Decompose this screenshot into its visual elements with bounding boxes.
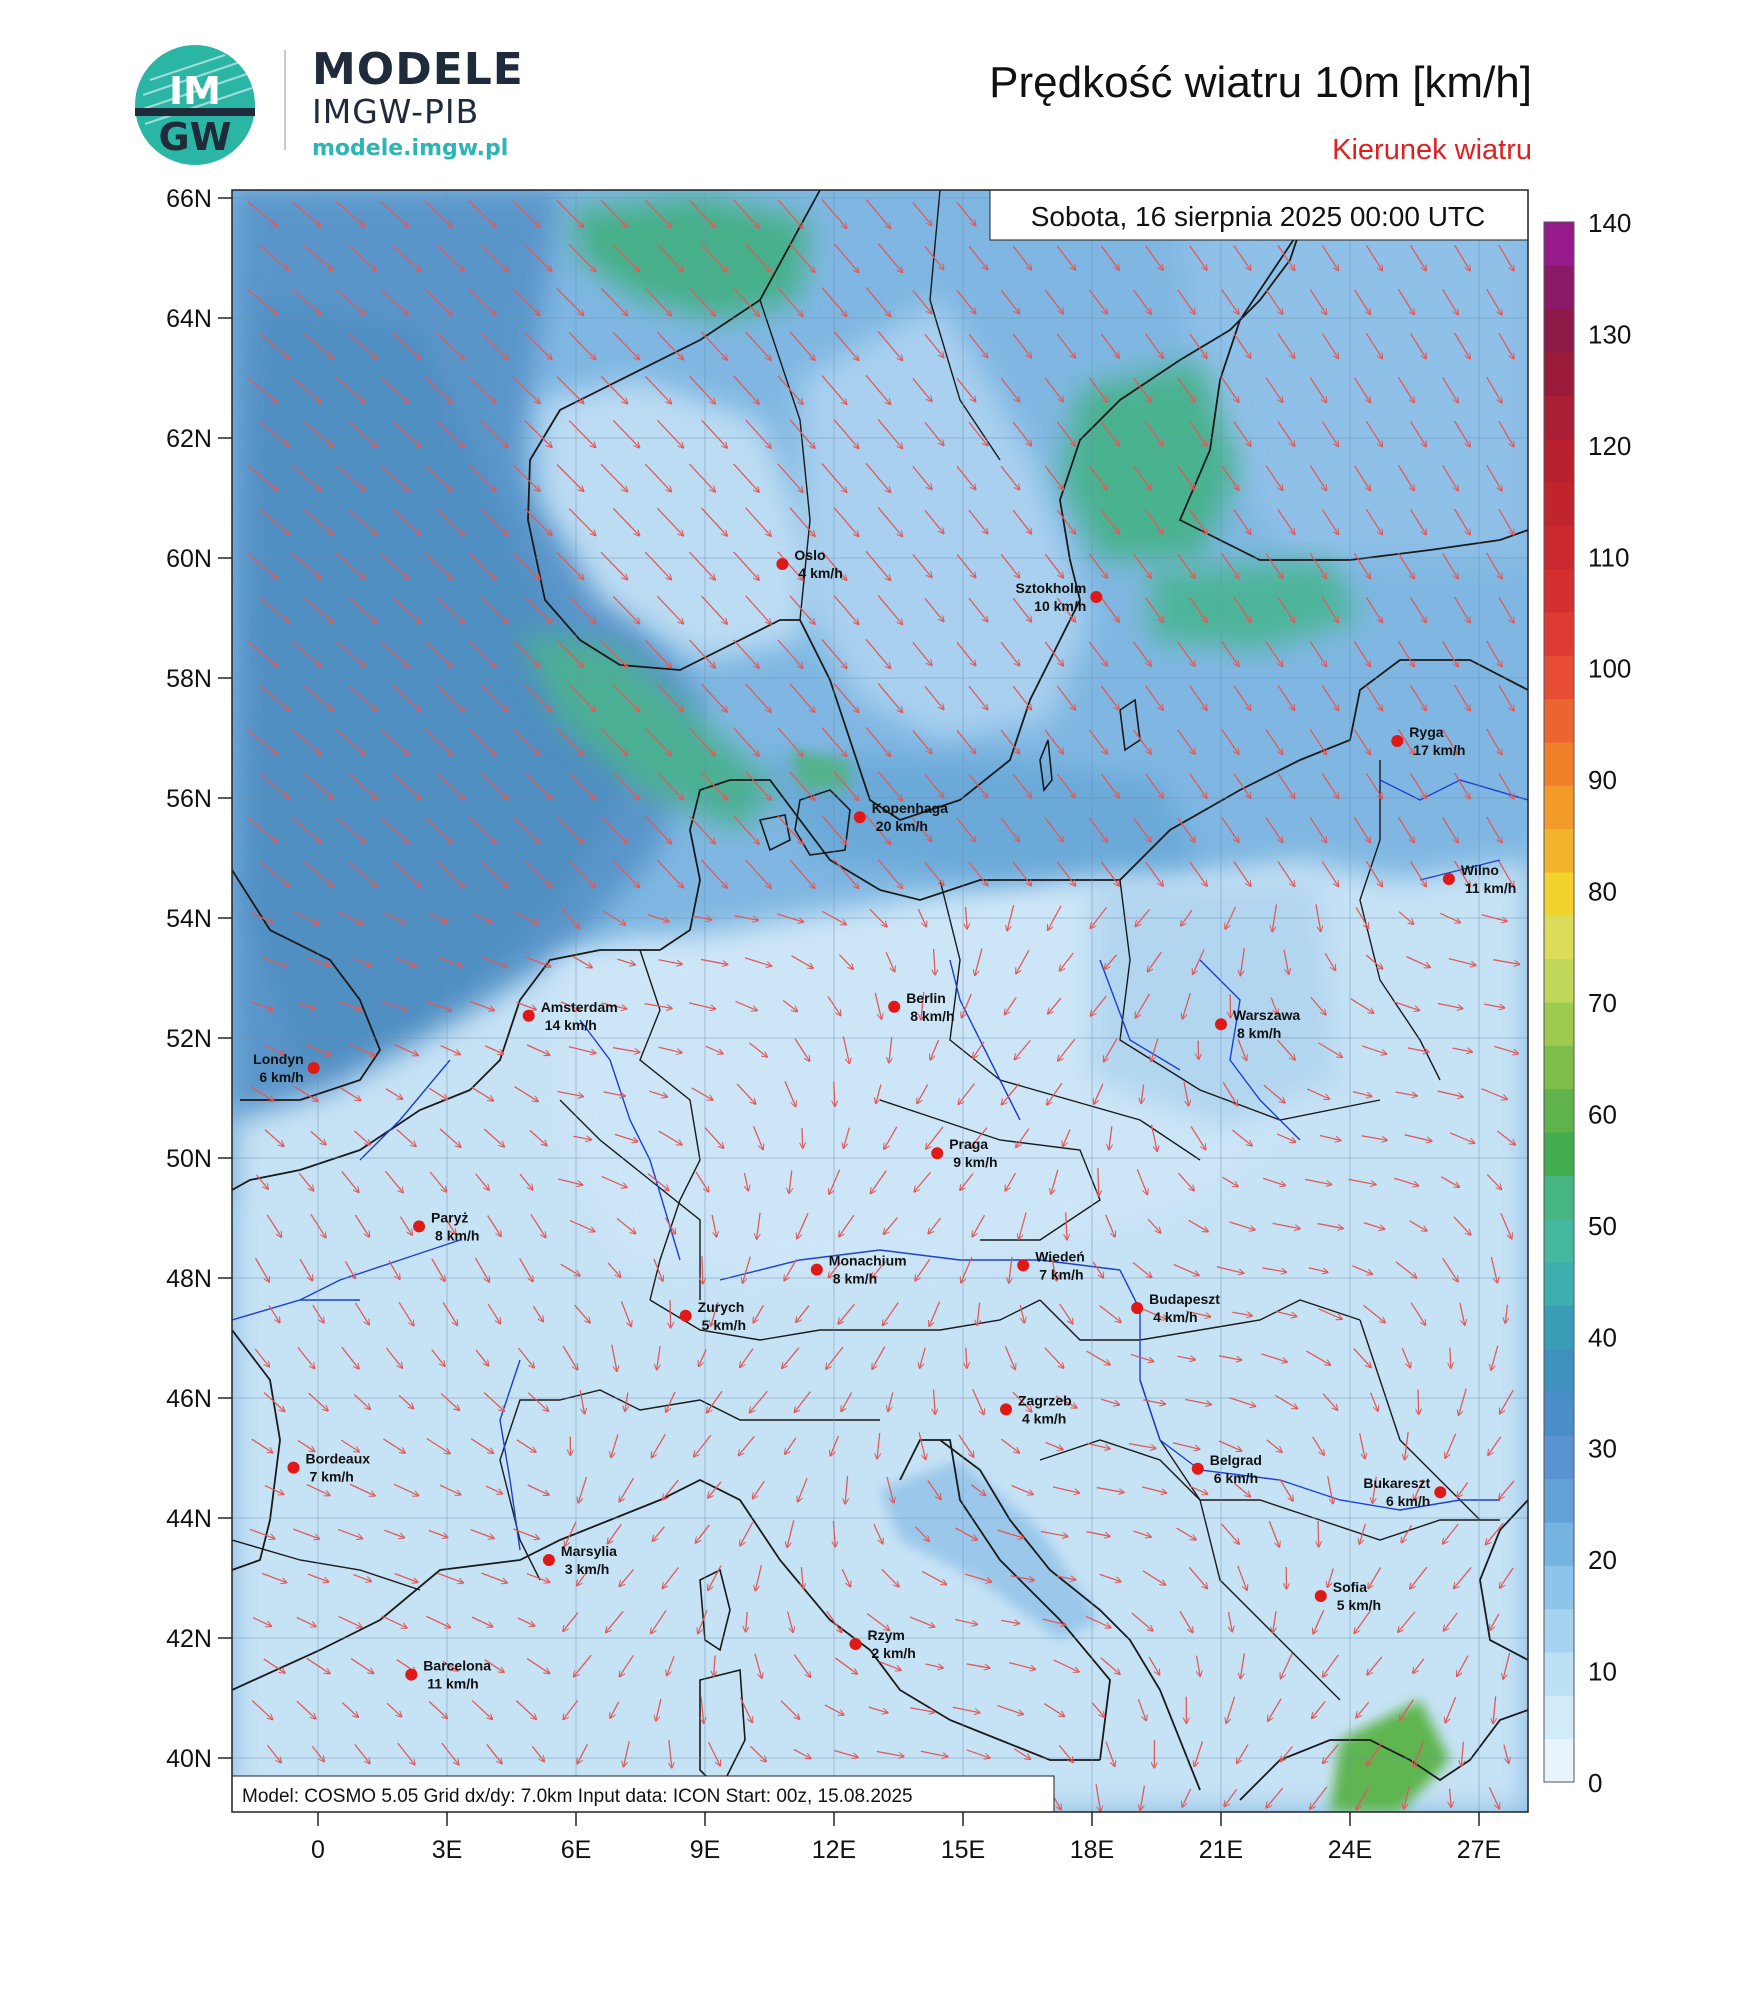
colorbar-tick-label: 130 [1588, 319, 1632, 350]
colorbar-segment [1544, 872, 1574, 916]
logo-text-bottom: GW [158, 115, 232, 159]
lat-tick-label: 40N [166, 1745, 212, 1773]
colorbar-segment [1544, 959, 1574, 1003]
colorbar-segment [1544, 785, 1574, 829]
colorbar-segment [1544, 1305, 1574, 1349]
colorbar-tick-label: 20 [1588, 1545, 1617, 1576]
colorbar-segment [1544, 1045, 1574, 1089]
colorbar-segment [1544, 1349, 1574, 1393]
colorbar-tick-label: 10 [1588, 1656, 1617, 1687]
colorbar-segment [1544, 1132, 1574, 1176]
lat-tick-label: 62N [166, 425, 212, 453]
lat-tick-label: 64N [166, 305, 212, 333]
city-name: Sofia [1332, 1579, 1367, 1595]
city-name: Zagrzeb [1018, 1392, 1072, 1409]
colorbar-segment [1544, 612, 1574, 656]
city-dot [931, 1147, 943, 1159]
longitude-axis [311, 1812, 1501, 1864]
city-name: Kopenhaga [871, 800, 949, 817]
city-name: Belgrad [1209, 1451, 1262, 1468]
city-dot [1131, 1302, 1143, 1314]
date-box [990, 190, 1528, 240]
city-dot [1434, 1486, 1446, 1498]
colorbar-tick-label: 100 [1588, 653, 1632, 684]
city-wind-value: 6 km/h [1385, 1493, 1431, 1510]
city-name: Rzym [867, 1627, 905, 1643]
city-dot [523, 1010, 535, 1022]
wind-arrow [670, 1300, 671, 1328]
city-name: Warszawa [1233, 1007, 1301, 1024]
city-dot [1391, 735, 1403, 747]
city-name: Wiedeń [1035, 1248, 1085, 1265]
colorbar-segment [1544, 1089, 1574, 1133]
lon-tick-label: 21E [1198, 1836, 1244, 1864]
city-name: Ryga [1409, 724, 1444, 740]
city-dot [1090, 591, 1102, 603]
city-wind-value: 8 km/h [1237, 1025, 1282, 1042]
colorbar-tick-label: 90 [1588, 765, 1617, 796]
logo-divider [284, 50, 286, 150]
chart-subtitle: Kierunek wiatru [1332, 134, 1532, 166]
colorbar-segment [1544, 1392, 1574, 1436]
city-name: Budapeszt [1149, 1291, 1220, 1307]
colorbar-segment [1544, 915, 1574, 959]
city-dot [413, 1220, 425, 1232]
city-name: Bukareszt [1363, 1475, 1431, 1492]
city-wind-value: 8 km/h [832, 1270, 878, 1287]
city-name: Praga [949, 1136, 989, 1153]
colorbar-segment [1544, 1435, 1574, 1479]
colorbar [1544, 208, 1631, 1798]
chart-title: Prędkość wiatru 10m [km/h] [989, 58, 1532, 107]
city-name: Paryż [431, 1209, 469, 1226]
city-dot [1315, 1590, 1327, 1602]
colorbar-tick-label: 30 [1588, 1433, 1617, 1464]
city-wind-value: 5 km/h [701, 1316, 747, 1333]
date-label: Sobota, 16 sierpnia 2025 00:00 UTC [1030, 201, 1486, 232]
colorbar-segment [1544, 569, 1574, 613]
colorbar-tick-label: 110 [1588, 542, 1630, 573]
city-dot [1192, 1463, 1204, 1475]
model-info-label: Model: COSMO 5.05 Grid dx/dy: 7.0km Input data: ICON Start: 00z, 15.08.2025 [242, 1786, 913, 1807]
lat-tick-label: 60N [166, 545, 212, 573]
colorbar-tick-label: 80 [1588, 876, 1617, 907]
city-wind-value: 7 km/h [309, 1468, 354, 1485]
city-wind-value: 7 km/h [1039, 1266, 1084, 1283]
city-wind-value: 11 km/h [1464, 880, 1517, 896]
lon-tick-label: 15E [940, 1836, 986, 1864]
city-wind-value: 10 km/h [1034, 598, 1087, 614]
logo-title: MODELE [312, 44, 524, 95]
colorbar-tick-label: 60 [1588, 1099, 1617, 1130]
logo-subtitle: IMGW-PIB [312, 92, 480, 131]
latitude-axis [166, 185, 232, 1773]
colorbar-tick-label: 40 [1588, 1322, 1617, 1353]
city-wind-value: 4 km/h [798, 565, 843, 581]
colorbar-segment [1544, 482, 1574, 526]
city-dot [811, 1264, 823, 1276]
city-dot [850, 1638, 862, 1650]
wind-arrow [1318, 1521, 1319, 1547]
city-wind-value: 6 km/h [259, 1069, 304, 1085]
lon-tick-label: 24E [1327, 1836, 1373, 1864]
colorbar-segment [1544, 1219, 1574, 1263]
city-wind-value: 2 km/h [871, 1645, 916, 1661]
city-dot [308, 1062, 320, 1074]
colorbar-segment [1544, 1479, 1574, 1523]
lon-tick-label: 3E [431, 1836, 463, 1864]
lat-tick-label: 50N [166, 1145, 212, 1173]
city-dot [405, 1669, 417, 1681]
colorbar-segment [1544, 1739, 1574, 1783]
imgw-logo [135, 45, 255, 165]
city-wind-value: 11 km/h [427, 1675, 479, 1692]
colorbar-segment [1544, 525, 1574, 569]
city-dot [543, 1554, 555, 1566]
colorbar-tick-label: 140 [1588, 208, 1632, 238]
logo-url: modele.imgw.pl [312, 136, 509, 161]
wind-arrow [1450, 1348, 1451, 1368]
colorbar-segment [1544, 742, 1574, 786]
colorbar-segment [1544, 1652, 1574, 1696]
city-dot [888, 1001, 900, 1013]
city-dot [1215, 1018, 1227, 1030]
colorbar-tick-label: 0 [1588, 1768, 1603, 1798]
colorbar-segment [1544, 1522, 1574, 1566]
city-name: Zurych [697, 1298, 745, 1315]
wind-arrow [1418, 1390, 1419, 1415]
colorbar-tick-label: 70 [1588, 988, 1617, 1018]
city-name: Wilno [1460, 862, 1499, 878]
colorbar-segment [1544, 395, 1574, 439]
lat-tick-label: 58N [166, 665, 212, 693]
city-wind-value: 9 km/h [953, 1154, 998, 1171]
lon-tick-label: 6E [560, 1836, 592, 1864]
colorbar-segment [1544, 222, 1574, 266]
logo-text-top: IM [169, 69, 221, 113]
city-wind-value: 8 km/h [910, 1007, 955, 1024]
colorbar-segment [1544, 1565, 1574, 1609]
map-panel [232, 190, 1528, 1812]
lon-tick-label: 9E [689, 1836, 721, 1864]
city-name: Londyn [253, 1051, 304, 1067]
city-name: Oslo [794, 547, 826, 563]
lat-tick-label: 66N [166, 185, 212, 213]
lat-tick-label: 42N [166, 1625, 212, 1653]
city-wind-value: 6 km/h [1213, 1469, 1259, 1486]
city-name: Berlin [906, 989, 946, 1006]
lat-tick-label: 52N [166, 1025, 212, 1053]
lat-tick-label: 48N [166, 1265, 212, 1293]
city-dot [1000, 1403, 1012, 1415]
colorbar-tick-label: 50 [1588, 1210, 1617, 1241]
city-name: Bordeaux [305, 1450, 371, 1467]
colorbar-segment [1544, 1262, 1574, 1306]
colorbar-tick-label: 120 [1588, 430, 1632, 461]
city-dot [1017, 1259, 1029, 1271]
city-dot [776, 558, 788, 570]
city-wind-value: 3 km/h [564, 1561, 610, 1577]
lon-tick-label: 18E [1069, 1836, 1115, 1864]
field-poland [1090, 880, 1340, 1130]
colorbar-segment [1544, 309, 1574, 353]
city-wind-value: 20 km/h [875, 818, 928, 835]
city-wind-value: 4 km/h [1022, 1410, 1067, 1427]
lon-tick-label: 27E [1456, 1836, 1502, 1864]
colorbar-segment [1544, 655, 1574, 699]
colorbar-segment [1544, 352, 1574, 396]
colorbar-segment [1544, 1609, 1574, 1653]
city-dot [680, 1310, 692, 1322]
city-dot [287, 1462, 299, 1474]
city-wind-value: 5 km/h [1336, 1597, 1382, 1613]
lon-tick-label: 12E [811, 1836, 857, 1864]
city-name: Marsylia [560, 1543, 617, 1559]
city-dot [854, 811, 866, 823]
lon-tick-label: 0 [311, 1836, 325, 1864]
lat-tick-label: 56N [166, 785, 212, 813]
colorbar-segment [1544, 1175, 1574, 1219]
city-wind-value: 8 km/h [435, 1227, 480, 1244]
city-name: Barcelona [423, 1657, 492, 1674]
city-wind-value: 17 km/h [1413, 742, 1466, 758]
colorbar-segment [1544, 1695, 1574, 1739]
colorbar-segment [1544, 439, 1574, 483]
wind-arrow [702, 1256, 703, 1283]
model-info-box [232, 1776, 1054, 1812]
colorbar-segment [1544, 1002, 1574, 1046]
colorbar-segment [1544, 829, 1574, 873]
wind-arrow [802, 1128, 803, 1148]
colorbar-segment [1544, 265, 1574, 309]
city-name: Amsterdam [540, 998, 618, 1015]
city-dot [1443, 873, 1455, 885]
lat-tick-label: 54N [166, 905, 212, 933]
city-wind-value: 14 km/h [544, 1016, 597, 1033]
lat-tick-label: 46N [166, 1385, 212, 1413]
colorbar-segment [1544, 699, 1574, 743]
lat-tick-label: 44N [166, 1505, 212, 1533]
city-name: Sztokholm [1015, 580, 1087, 596]
city-wind-value: 4 km/h [1153, 1309, 1198, 1325]
city-name: Monachium [828, 1252, 907, 1269]
